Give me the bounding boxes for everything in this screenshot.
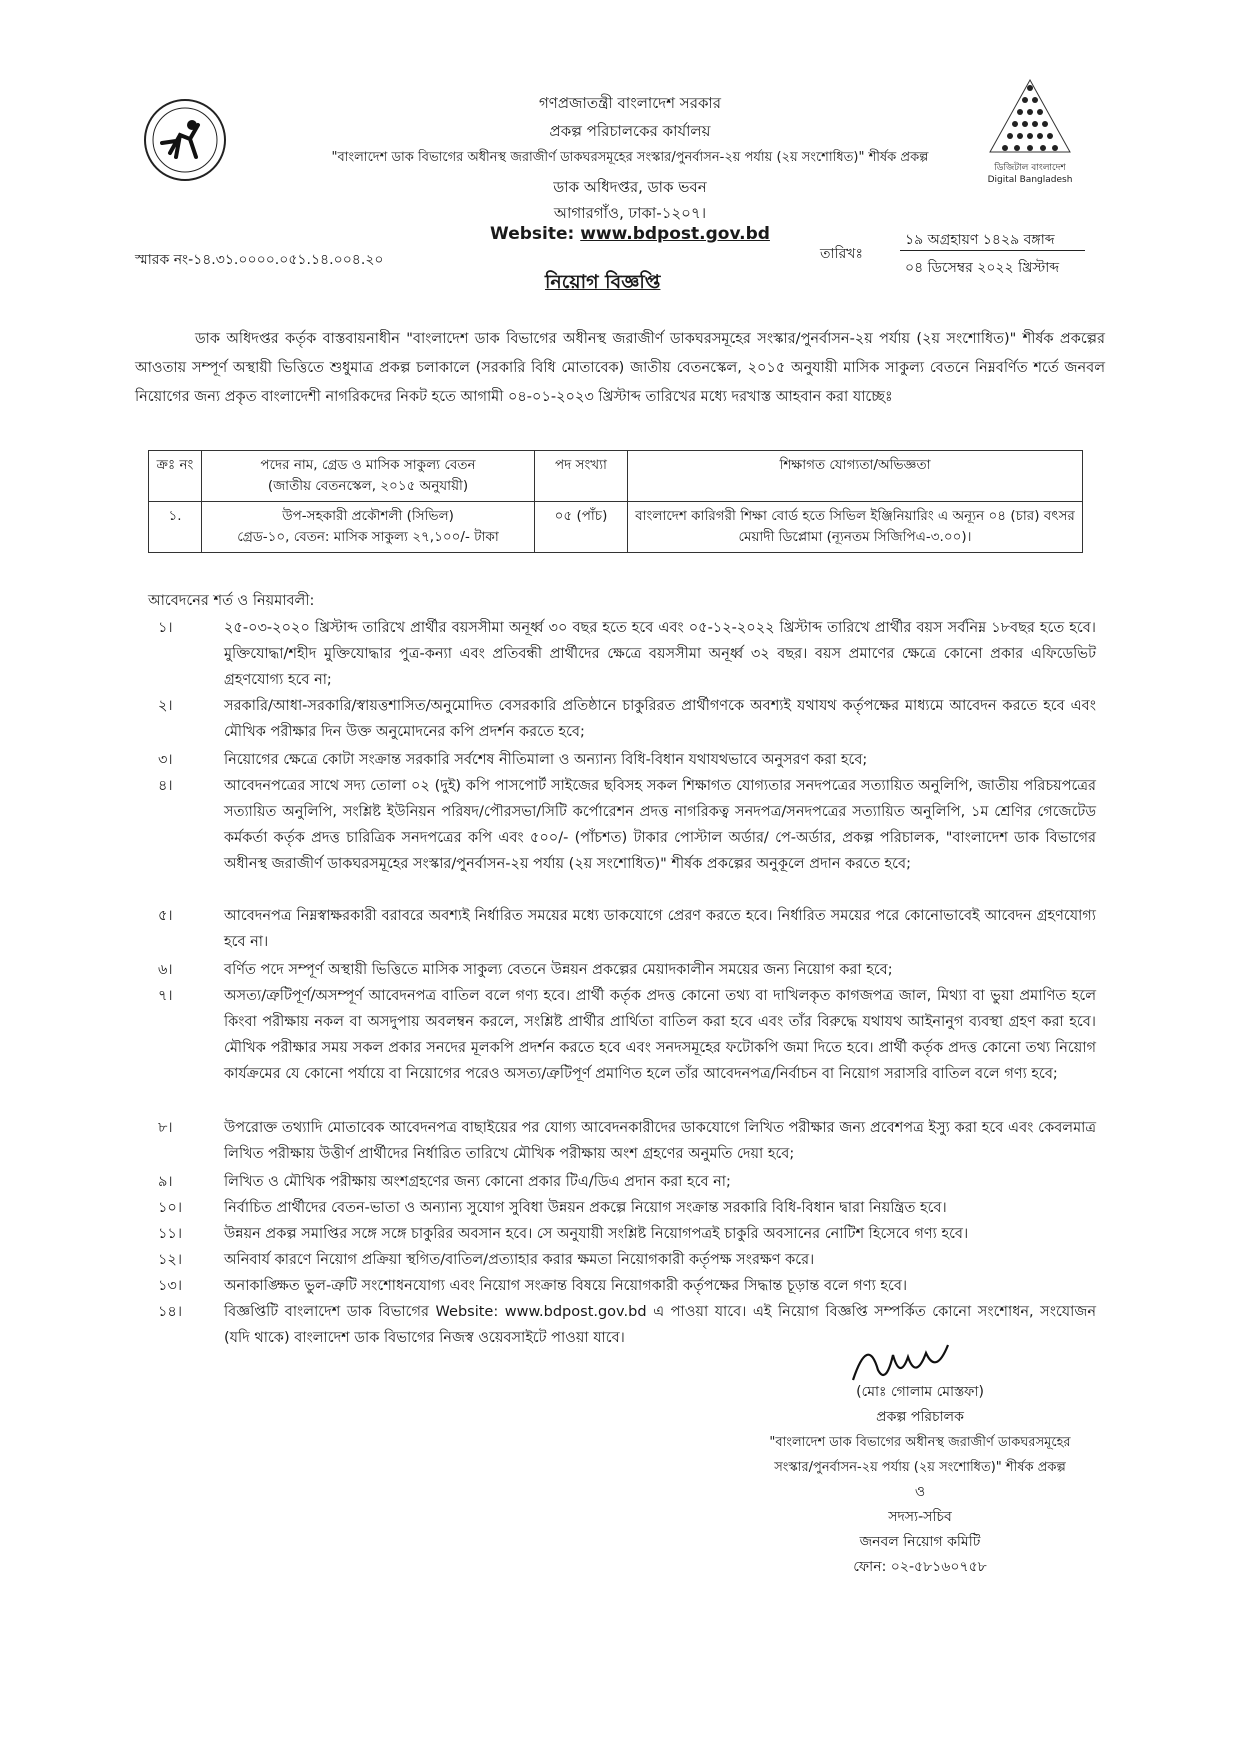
signatory-project-line2: সংস্কার/পুনর্বাসন-২য় পর্যায় (২য় সংশোধিত)" শীর্ষক প্রকল্প <box>774 1460 1066 1475</box>
date-bangla: ১৯ অগ্রহায়ণ ১৪২৯ বঙ্গাব্দ <box>905 232 1055 248</box>
memo-reference: স্মারক নং-১৪.৩১.০০০০.০৫১.১৪.০০৪.২০ <box>135 252 384 268</box>
condition-number: ১৩। <box>158 1278 183 1294</box>
signatory-committee: জনবল নিয়োগ কমিটি <box>859 1534 981 1550</box>
condition-item <box>148 1273 1098 1301</box>
row-serial: ১. <box>149 502 202 553</box>
signatory-and: ও <box>914 1484 926 1500</box>
signatory-role2: সদস্য-সচিব <box>888 1509 952 1525</box>
condition-text: সরকারি/আধা-সরকারি/স্বায়ত্তশাসিত/অনুমোদিত বেসরকারি প্রতিষ্ঠানে চাকুরিরত প্রার্থীগণকে অবশ্যই যথাযথ কর্তৃপক্ষের মাধ্যমে আবেদন করতে হবে এবং মৌখিক পরীক্ষার দিন উক্ত অনুমোদনের কপি প্রদর্শন করতে হবে; <box>224 698 1096 740</box>
digital-bangladesh-icon <box>975 78 1085 156</box>
header-website <box>250 224 1010 244</box>
condition-text: আবেদনপত্র নিম্নস্বাক্ষরকারী বরাবরে অবশ্যই নির্ধারিত সময়ের মধ্যে ডাকযোগে প্রেরণ করতে হবে। নির্ধারিত সময়ের পরে কোনোভাবেই আবেদন গ্রহণযোগ্য হবে না। <box>224 908 1096 950</box>
col-qualification: শিক্ষাগত যোগ্যতা/অভিজ্ঞতা <box>628 451 1083 502</box>
condition-number: ১০। <box>158 1200 183 1216</box>
intro-paragraph: ডাক অধিদপ্তর কর্তৃক বাস্তবায়নাধীন "বাংলাদেশ ডাক বিভাগের অধীনস্থ জরাজীর্ণ ডাকঘরসমূহের সংস্কার/পুনর্বাসন-২য় পর্যায় (২য় সংশোধিত)" শীর্ষক প্রকল্পের আওতায় সম্পূর্ণ অস্থায়ী ভিত্তিতে শুধুমাত্র প্রকল্প চলাকালে (সরকারি বিধি মোতাবেক) জাতীয় বেতনস্কেল, ২০১৫ অনুযায়ী মাসিক সাকুল্য বেতনে নিম্নবর্ণিত শর্তে জনবল নিয়োগের জন্য প্রকৃত বাংলাদেশী নাগরিকদের নিকট হতে আগামী ০৪-০১-২০২৩ খ্রিস্টাব্দ তারিখের মধ্যে দরখাস্ত আহবান করা যাচ্ছেঃ <box>135 331 1105 405</box>
condition-text: উপরোক্ত তথ্যাদি মোতাবেক আবেদনপত্র বাছাইয়ের পর যোগ্য আবেদনকারীদের ডাকযোগে লিখিত পরীক্ষার জন্য প্রবেশপত্র ইস্যু করা হবে এবং কেবলমাত্র লিখিত পরীক্ষায় উত্তীর্ণ প্রার্থীদের নির্ধারিত তারিখে মৌখিক পরীক্ষায় অংশ গ্রহণের অনুমতি দেয়া হবে; <box>224 1120 1096 1162</box>
col-post-label: পদের নাম, গ্রেড ও মাসিক সাকুল্য বেতন <box>260 457 476 473</box>
condition-item <box>148 957 1098 985</box>
col-count: পদ সংখ্যা <box>535 451 628 502</box>
logo-caption-en: Digital Bangladesh <box>987 175 1073 185</box>
condition-item <box>148 747 1098 775</box>
header-office: প্রকল্প পরিচালকের কার্যালয় <box>549 122 711 140</box>
col-serial: ক্রঃ নং <box>149 451 202 502</box>
condition-number: ৭। <box>158 988 173 1004</box>
condition-number: ২। <box>158 698 173 714</box>
condition-number: ৫। <box>158 908 173 924</box>
condition-number: ১। <box>158 620 173 636</box>
condition-number: ৬। <box>158 962 173 978</box>
header-govt: গণপ্রজাতন্ত্রী বাংলাদেশ সরকার <box>538 94 722 112</box>
row-post <box>202 502 535 553</box>
condition-text: বিজ্ঞপ্তিটি বাংলাদেশ ডাক বিভাগের Website: www.bdpost.gov.bd এ পাওয়া যাবে। এই নিয়োগ বিজ্ঞপ্তি সম্পর্কিত কোনো সংশোধন, সংযোজন (যদি থাকে) বাংলাদেশ ডাক বিভাগের নিজস্ব ওয়েবসাইটে পাওয়া যাবে। <box>224 1304 1096 1346</box>
notice-title: নিয়োগ বিজ্ঞপ্তি <box>545 271 661 293</box>
condition-text: উন্নয়ন প্রকল্প সমাপ্তির সঙ্গে সঙ্গে চাকুরির অবসান হবে। সে অনুযায়ী সংশ্লিষ্ট নিয়োগপত্রই চাকুরি অবসানের নোটিশ হিসেবে গণ্য হবে। <box>224 1226 969 1242</box>
date-label: তারিখঃ <box>820 246 863 262</box>
condition-item <box>148 1221 1098 1249</box>
condition-item <box>148 983 1098 1115</box>
signatory-block <box>720 1380 1120 1580</box>
condition-number: ৮। <box>158 1120 173 1136</box>
condition-item <box>148 1195 1098 1223</box>
condition-text: ২৫-০৩-২০২০ খ্রিস্টাব্দ তারিখে প্রার্থীর বয়সসীমা অনূর্ধ্ব ৩০ বছর হতে হবে এবং ০৫-১২-২০২২ খ্রিস্টাব্দ তারিখে প্রার্থীর বয়স সর্বনিম্ন ১৮বছর হতে হবে। মুক্তিযোদ্ধা/শহীদ মুক্তিযোদ্ধার পুত্র-কন্যা এবং প্রতিবন্ধী প্রার্থীদের ক্ষেত্রে বয়সসীমা অনূর্ধ্ব ৩২ বছর। বয়স প্রমাণের ক্ষেত্রে কোনো প্রকার এফিডেভিট গ্রহণযোগ্য হবে না; <box>224 620 1096 688</box>
condition-text: লিখিত ও মৌখিক পরীক্ষায় অংশগ্রহণের জন্য কোনো প্রকার টিএ/ডিএ প্রদান করা হবে না; <box>224 1174 731 1190</box>
row-count: ০৫ (পাঁচ) <box>535 502 628 553</box>
condition-number: ৯। <box>158 1174 173 1190</box>
condition-item <box>148 773 1098 905</box>
conditions-title: আবেদনের শর্ত ও নিয়মাবলী: <box>148 593 315 609</box>
jobs-table <box>148 450 1083 553</box>
condition-number: ৪। <box>158 778 173 794</box>
website-label: Website: <box>490 224 575 244</box>
condition-text: নির্বাচিত প্রার্থীদের বেতন-ভাতা ও অন্যান্য সুযোগ সুবিধা উন্নয়ন প্রকল্পে নিয়োগ সংক্রান্ত সরকারি বিধি-বিধান দ্বারা নিয়ন্ত্রিত হবে। <box>224 1200 947 1216</box>
signatory-name: (মোঃ গোলাম মোস্তফা) <box>856 1384 984 1400</box>
row-post-grade: গ্রেড-১০, বেতন: মাসিক সাকুল্য ২৭,১০০/- টাকা <box>237 529 499 545</box>
condition-item <box>148 1169 1098 1197</box>
logo-caption-bn: ডিজিটাল বাংলাদেশ <box>994 163 1066 173</box>
condition-number: ১২। <box>158 1252 183 1268</box>
condition-number: ৩। <box>158 752 173 768</box>
col-post-sub: (জাতীয় বেতনস্কেল, ২০১৫ অনুযায়ী) <box>267 478 469 494</box>
signatory-designation: প্রকল্প পরিচালক <box>876 1409 964 1425</box>
header-address: আগারগাঁও, ঢাকা-১২০৭। <box>553 204 707 222</box>
digital-bangladesh-logo <box>975 78 1085 188</box>
date-gregorian: ০৪ ডিসেম্বর ২০২২ খ্রিস্টাব্দ <box>905 260 1060 276</box>
condition-item <box>148 615 1098 695</box>
website-link[interactable]: www.bdpost.gov.bd <box>580 224 770 244</box>
signatory-phone: ফোন: ০২-৫৮১৬০৭৫৮ <box>853 1559 987 1575</box>
condition-text: অসত্য/ত্রুটিপূর্ণ/অসম্পূর্ণ আবেদনপত্র বাতিল বলে গণ্য হবে। প্রার্থী কর্তৃক প্রদত্ত কোনো তথ্য বা দাখিলকৃত কাগজপত্র জাল, মিথ্যা বা ভুয়া প্রমাণিত হলে কিংবা পরীক্ষায় নকল বা অসদুপায় অবলম্বন করলে, সংশ্লিষ্ট প্রার্থীর প্রার্থিতা বাতিল করা হবে এবং তাঁর বিরুদ্ধে যথাযথ আইনানুগ ব্যবস্থা গ্রহণ করা হবে। মৌখিক পরীক্ষার সময় সকল প্রকার সনদের মূলকপি প্রদর্শন করতে হবে এবং সনদসমূহের ফটোকপি জমা দিতে হবে। প্রার্থী কর্তৃক প্রদত্ত কোনো তথ্য নিয়োগ কার্যক্রমের যে কোনো পর্যায়ে বা নিয়োগের পরেও অসত্য/ত্রুটিপূর্ণ প্রমাণিত হলে তাঁর আবেদনপত্র/নির্বাচন বা নিয়োগ সরাসরি বাতিল বলে গণ্য হবে; <box>224 988 1096 1082</box>
condition-text: অনিবার্য কারণে নিয়োগ প্রক্রিয়া স্থগিত/বাতিল/প্রত্যাহার করার ক্ষমতা নিয়োগকারী কর্তৃপক্ষ সংরক্ষণ করে। <box>224 1252 815 1268</box>
row-post-name: উপ-সহকারী প্রকৌশলী (সিভিল) <box>282 508 454 524</box>
condition-item <box>148 903 1098 957</box>
table-row <box>149 502 1083 553</box>
condition-number: ১৪। <box>158 1304 183 1320</box>
condition-item <box>148 693 1098 747</box>
condition-number: ১১। <box>158 1226 183 1242</box>
header-department: ডাক অধিদপ্তর, ডাক ভবন <box>553 178 707 196</box>
row-qualification: বাংলাদেশ কারিগরী শিক্ষা বোর্ড হতে সিভিল ইঞ্জিনিয়ারিং এ অন্যূন ০৪ (চার) বৎসর মেয়াদী ডিপ্লোমা (ন্যূনতম সিজিপিএ-৩.০০)। <box>628 502 1083 553</box>
condition-item <box>148 1115 1098 1169</box>
condition-text: বর্ণিত পদে সম্পূর্ণ অস্থায়ী ভিত্তিতে মাসিক সাকুল্য বেতনে উন্নয়ন প্রকল্পের মেয়াদকালীন সময়ের জন্য নিয়োগ করা হবে; <box>224 962 893 978</box>
condition-text: আবেদনপত্রের সাথে সদ্য তোলা ০২ (দুই) কপি পাসপোর্ট সাইজের ছবিসহ সকল শিক্ষাগত যোগ্যতার সনদপত্রের সত্যায়িত অনুলিপি, জাতীয় পরিচয়পত্রের সত্যায়িত অনুলিপি, সংশ্লিষ্ট ইউনিয়ন পরিষদ/পৌরসভা/সিটি কর্পোরেশন প্রদত্ত নাগরিকত্ব সনদপত্র/সনদপত্রের সত্যায়িত অনুলিপি, ১ম শ্রেণির গেজেটেড কর্মকর্তা কর্তৃক প্রদত্ত চারিত্রিক সনদপত্রের কপি এবং ৫০০/- (পাঁচশত) টাকার পোস্টাল অর্ডার/ পে-অর্ডার, প্রকল্প পরিচালক, "বাংলাদেশ ডাক বিভাগের অধীনস্থ জরাজীর্ণ ডাকঘরসমূহের সংস্কার/পুনর্বাসন-২য় পর্যায় (২য় সংশোধিত)" শীর্ষক প্রকল্পের অনুকূলে প্রদান করতে হবে; <box>224 778 1096 872</box>
date-divider <box>900 250 1085 251</box>
condition-text: অনাকাঙ্ক্ষিত ভুল-ত্রুটি সংশোধনযোগ্য এবং নিয়োগ সংক্রান্ত বিষয়ে নিয়োগকারী কর্তৃপক্ষের সিদ্ধান্ত চূড়ান্ত বলে গণ্য হবে। <box>224 1278 908 1294</box>
header-project: "বাংলাদেশ ডাক বিভাগের অধীনস্থ জরাজীর্ণ ডাকঘরসমূহের সংস্কার/পুনর্বাসন-২য় পর্যায় (২য় সংশোধিত)" শীর্ষক প্রকল্প <box>331 150 929 165</box>
signatory-project-line1: "বাংলাদেশ ডাক বিভাগের অধীনস্থ জরাজীর্ণ ডাকঘরসমূহের <box>769 1435 1071 1450</box>
table-header-row <box>149 451 1083 502</box>
condition-text: নিয়োগের ক্ষেত্রে কোটা সংক্রান্ত সরকারি সর্বশেষ নীতিমালা ও অন্যান্য বিধি-বিধান যথাযথভাবে অনুসরণ করা হবে; <box>224 752 868 768</box>
condition-item <box>148 1247 1098 1275</box>
bangladesh-post-logo <box>140 95 230 185</box>
col-post <box>202 451 535 502</box>
